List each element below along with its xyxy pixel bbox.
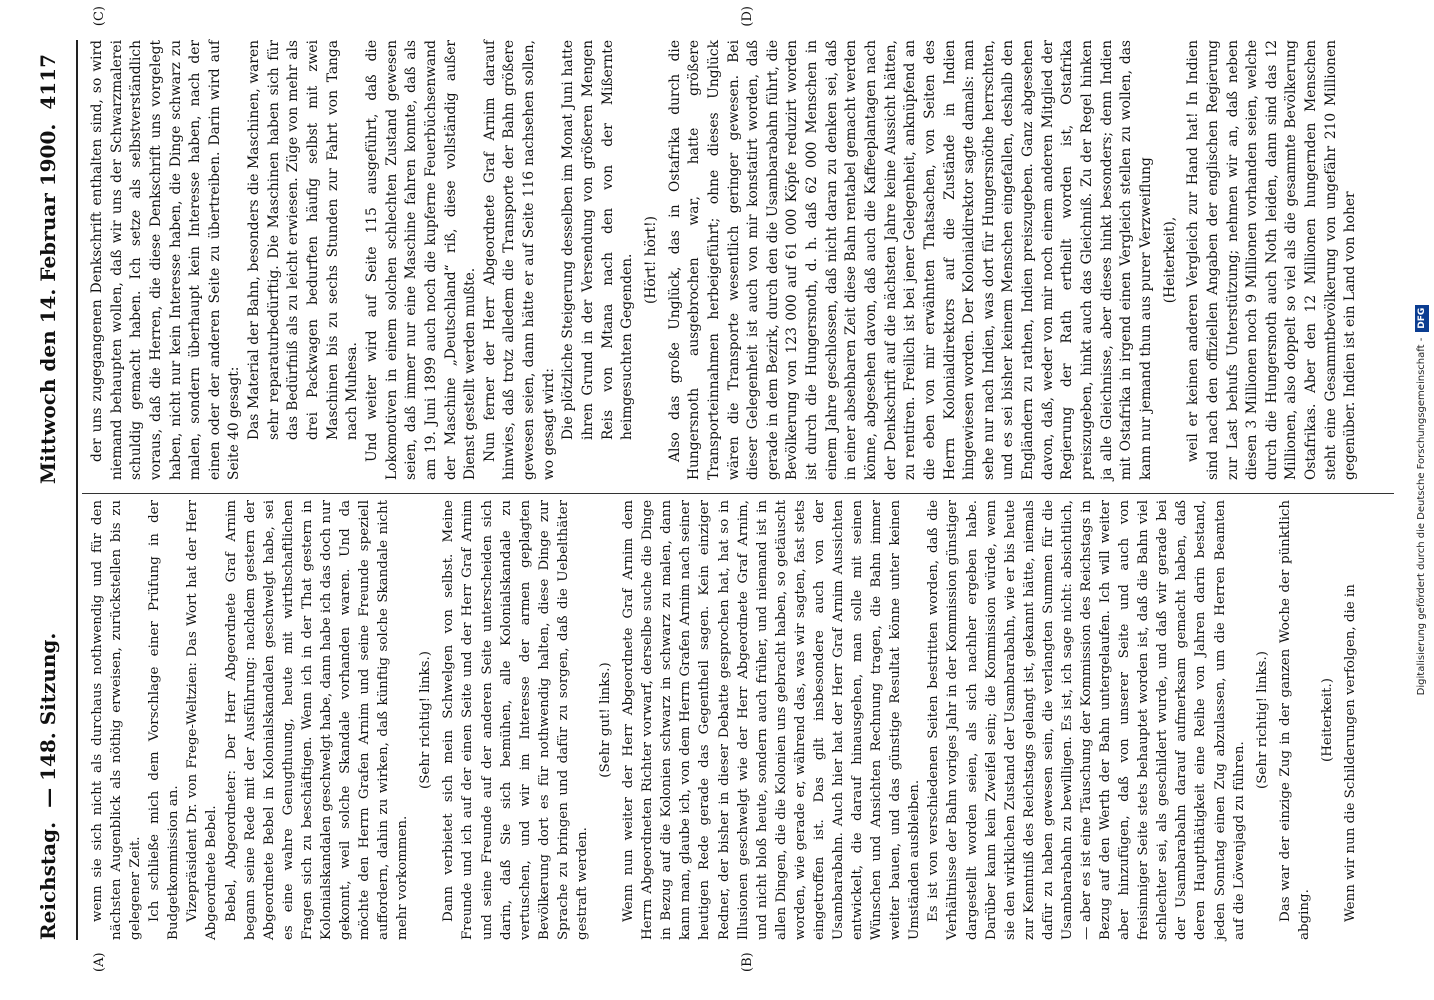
right-column [88,40,1394,480]
header-left [36,619,60,940]
margin-marker-b: (B) [740,952,755,972]
paragraph: weil er keinen anderen Vergleich zur Hand hat! In Indien sind nach den offiziellen Angaben der englischen Regierung zur Last behufs Unterstützung; nehmen wir an, daß neben diesen 3 Millionen noch 9 Millionen vorhanden seien, welche durch die Hungersnoth auch Noth leiden, dann sind das 12 Millionen, also doppelt so viel als die gesammte Bevölkerung Ostafrikas. Aber den 12 Millionen hungernden Menschen steht eine Gesammtbevölkerung von ungefähr 210 Millionen gegenüber. Indien ist ein Land von hoher [1185,40,1359,480]
header-right [36,40,60,484]
interjection: (Heiterkeit.) [1319,678,1335,762]
paragraph: der uns zugegangenen Denkschrift enthalten sind, so wird niemand behaupten wollen, daß wir uns der Schwarzmalerei schuldig gemacht haben. Ich setze als selbstverständlich voraus, daß die Herren, die diese Denkschrift uns vorgelegt haben, nicht nur kein Interesse haben, die Dinge schwarz zu malen, sondern überhaupt kein Interesse haben, nach der einen oder der anderen Seite zu übertreiben. Darin wird auf Seite 40 gesagt: [89,40,243,480]
interjection: (Heiterkeit), [1161,216,1178,304]
paragraph: Also das große Unglück, das in Ostafrika durch die Hungersnoth ausgebrochen war, hatte größere Transporteinnahmen herbeigeführt; ohne dieses Unglück wären die Transporte wesentlich geringer gewesen. Bei dieser Gelegenheit ist auch von mir konstatirt worden, daß gerade in dem Bezirk, durch den die Usambarabahn führt, die Bevölkerung von 123 000 auf 61 000 Köpfe reduzirt worden ist durch die Hungersnoth, d. h. daß 62 000 Menschen in einem Jahre geschlossen, daß nicht daran zu denken sei, daß in einer absehbaren Zeit diese Bahn rentabel gemacht werden könne, abgesehen davon, daß auch die Kaffeeplantagen nach der Denkschrift auf die nächsten Jahre keine Aussicht hätten, zu rentiren. Freilich ist bei jener Gelegenheit, anknüpfend an die eben von mir erwähnten Thatsachen, von Seiten des Herrn Kolonialdirektors auf die Zustände in Indien hingewiesen worden. Der Kolonialdirektor sagte damals: man sehe nur nach Indien, was dort für Hungersnöthe herrschten, und es sei bisher keinem Menschen eingefallen, deshalb den Engländern zu rathen, Indien preiszugeben. Ganz abgesehen davon, daß, weder von mir noch einem anderen Mitglied der Regierung der Rath ertheilt worden ist, Ostafrika preiszugeben, hinkt auch das Gleichniß. Zu der Regel hinken ja alle Gleichnisse, aber dieses hinkt besonders; denn Indien mit Ostafrika in irgend einen Vergleich stellen zu wollen, das kann nur jemand thun aus purer Verzweiflung [666,40,1154,480]
header-session: — 148. Sitzung. [36,632,60,808]
header-title: Reichstag. [36,821,60,940]
digitization-credit [1412,0,1432,1000]
interjection: (Sehr richtig! links.) [1254,651,1270,789]
header-rule [76,40,78,940]
paragraph: Es ist von verschiedenen Seiten bestritten worden, daß die Verhältnisse der Bahn voriges Jahr in der Kommission günstiger dargestellt worden seien, als sich nachher ergeben habe. Darüber kann kein Zweifel sein; die Kommission würde, wenn sie den wirklichen Zustand der Usambarabahn, wie er bis heute zur Kenntniß des Reichstags gelangt ist, gekannt hätte, niemals dafür zu haben gewesen sein, die verlangten Summen für die Usambarabahn zu bewilligen. Es ist, ich sage nicht: absichtlich, — aber es ist eine Täuschung der Kommission des Reichstags in Bezug auf den Werth der Bahn untergelaufen. Ich will weiter aber hinzufügen, daß von unserer Seite und auch von freisinniger Seite stets behauptet worden ist, daß die Bahn viel schlechter sei, als geschildert wurde, und daß wir gerade bei der Usambarabahn darauf aufmerksam gemacht haben, daß deren Hauptthätigkeit eine Reihe von Jahren darin bestand, jeden Sonntag einen Zug abzulassen, um die Herren Beamten auf die Löwenjagd zu führen. [926,500,1247,940]
paragraph: Vizepräsident Dr. von Frege-Weltzien: Das Wort hat der Herr Abgeordnete Bebel. [185,500,220,940]
interjection: (Sehr gut! links.) [598,662,614,778]
page-number: 4117 [36,54,60,110]
paragraph: Bebel, Abgeordneter: Der Herr Abgeordnete Graf Arnim begann seine Rede mit der Ausführung: nachdem gestern der Abgeordnete Bebel in Kolonialskandalen geschwelgt habe, sei es eine wahre Genugthuung, heute mit wirthschaftlichen Fragen sich zu beschäftigen. Wenn ich in der That gestern in Kolonialskandalen geschwelgt habe, dann habe ich das doch nur gekonnt, weil solche Skandale vorhanden waren. Und da möchte den Herrn Grafen Arnim und seine Freunde speziell auffordern, dahin zu wirken, daß künftig solche Skandale nicht mehr vorkommen. [223,500,411,940]
credit-line [1412,0,1432,1000]
paragraph: Das war der einzige Zug in der ganzen Woche der pünktlich abging. [1277,500,1312,940]
paragraph: Wenn wir nun die Schilderungen verfolgen, die in [1343,584,1358,922]
margin-marker-c: (C) [92,6,107,27]
credit-text: Digitalisierung gefördert durch die Deutsche Forschungsgemeinschaft - [1416,337,1427,696]
margin-marker-d: (D) [740,6,755,27]
quotation: Das Material der Bahn, besonders die Maschinen, waren sehr reparaturbedürftig. Die Maschinen haben sich für das Bedürfniß als zu leicht erwiesen. Züge von mehr als drei Packwagen bedurften häufig selbst mit zwei Maschinen bis zu sechs Stunden zur Fahrt von Tanga nach Muhesa. [246,40,361,440]
page-header [26,40,70,940]
column-divider [82,493,1394,494]
margin-marker-a: (A) [92,952,107,972]
paragraph: wenn sie sich nicht als durchaus nothwendig und für den nächsten Augenblick als nöthig erweisen, zurückstellen bis zu gelegener Zeit. [90,500,144,940]
paragraph: Ich schließe mich dem Vorschlage einer Prüfung in der Budgetkommission an. [147,500,182,940]
dfg-logo: DFG [1415,305,1429,332]
paragraph: Dann verbietet sich mein Schwelgen von selbst. Meine Freunde und ich auf der einen Seite und der Herr Graf Arnim und seine Freunde auf der anderen Seite unterscheiden sich darin, daß Sie sich bemühen, alle Kolonialskandale zu vertuschen, und wir im Interesse der armen geplagten Bevölkerung dort es für nothwendig halten, diese Dinge zur Sprache zu bringen und dafür zu sorgen, daß die Uebelthäter gestraft werden. [441,500,590,940]
paragraph: Wenn nun weiter der Herr Abgeordnete Graf Arnim dem Herrn Abgeordneten Richter vorwarf, derselbe suche die Dinge in Bezug auf die Kolonien schwarz in schwarz zu malen, dann kann man, glaube ich, von dem Herrn Grafen Arnim nach seiner heutigen Rede gerade das Gegentheil sagen. Kein einziger Redner, der bisher in dieser Debatte gesprochen hat, hat so in Illusionen geschwelgt wie der Herr Abgeordnete Graf Arnim, und nicht bloß heute, sondern auch früher, und niemand ist in allen Dingen, die die Kolonien uns gebracht haben, so getäuscht worden, wie gerade er, während das, was wir sagten, fast stets eingetroffen ist. Das gilt insbesondere auch von der Usambarabahn. Auch hier hat der Herr Graf Arnim Aussichten entwickelt, die darauf hinausgehen, man solle mit seinen Wünschen und Ansichten Rechnung tragen, die Bahn immer weiter bauen, und das günstige Resultat könne unter keinen Umständen ausbleiben. [621,500,923,940]
interjection: (Hört! hört!) [642,215,659,305]
header-date: Mittwoch den 14. Februar 1900. [36,123,60,485]
left-column [88,500,1394,940]
paragraph: Nun ferner der Herr Abgeordnete Graf Arnim darauf hinwies, daß trotz alledem die Transporte der Bahn größere gewesen seien, dann hätte er auf Seite 116 nachsehen sollen, wo gesagt wird: [481,40,557,480]
quotation: Die plötzliche Steigerung desselben im Monat Juni hatte ihren Grund in der Versendung von größeren Mengen Reis von Mtana nach den von der Mißernte heimgesuchten Gegenden. [560,40,636,440]
paragraph: Und weiter wird auf Seite 115 ausgeführt, daß die Lokomotiven in einem solchen schlechten Zustand gewesen seien, daß immer nur eine Maschine fahren konnte, daß als am 19. Juni 1899 auch noch die kupferne Feuerbüchsenwand der Maschine „Deutschland“ riß, diese vollständig außer Dienst gestellt werden mußte. [363,40,479,480]
interjection: (Sehr richtig! links.) [418,651,434,789]
